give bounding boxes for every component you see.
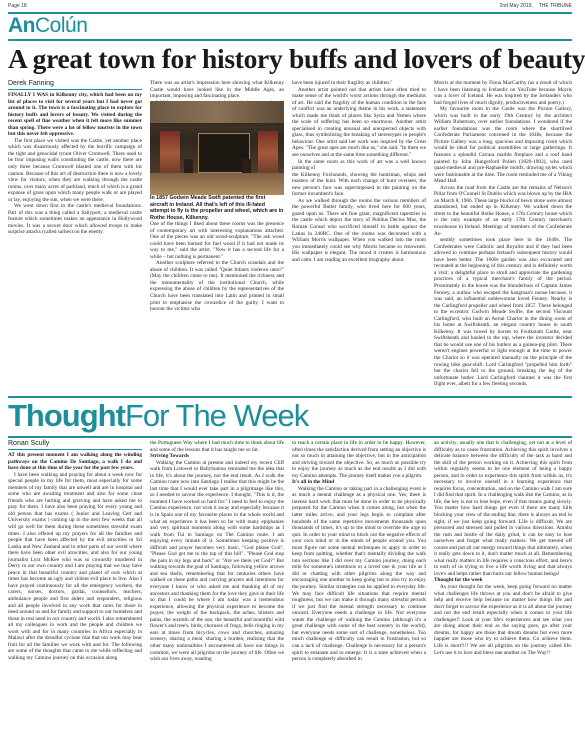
thought-logo-part1: Thought [8, 398, 125, 433]
section-logo-part2: Colún [35, 14, 88, 37]
photo-chair [242, 159, 251, 173]
paragraph: As your thought for the week, keep going forward no matter what challenges life throws at you and don't be afraid to give help and receive help because no matter how things life and don't forget to savour the experience as it is all about the journey and not the end result especially when it comes to your life challenges!! Look at your life's experiences and see what you are doing about their end as the saying goes, go after your dreams, for happy are those that dream dreams but even more happier are those who try to achieve them. Go achieve them. Life is short!!!! We are all pilgrims on the journey called life. Let's use it to love and bless one another on The Way!! [434, 584, 572, 656]
thought-column-1 [8, 452, 142, 729]
subheading: Striving Towards [150, 453, 190, 460]
photo-ceiling [150, 101, 284, 123]
paragraph: the Kilkenny Foxhounds, showing the huntsman, whips and masters of the hunt. With each change of hunt overseer, the new person's face was superimposed in the painting on the former incumbent's face. [292, 171, 426, 198]
header-rule [8, 12, 572, 14]
thought-column-2 [150, 440, 284, 729]
paragraph: I have been walking and praying for about a week now for special people in my life for them, most especially for some members of my family that are unwell and are in hospital and some who are awaiting treatment and also for some close friends who are hurting and grieving and have asked me to pray for them. I have also been praying for every young and old person that has exams ( Junior and Leaving Cert and University exams ) coming up in the next few weeks that all will go well for them during these sometimes stressful exam times. I also offered up my prayers for all the families and people that have been affected by the evil atrocities in Sri Lanka and New Zealand and in other parts of our world where there have been other evil atrocities, and also for our young journalist Lyra McKee who was so cowardly murdered in Derry in our own country and I am praying that we may have peace in that beautiful country and planet of ours which at times has become an ugly and violent evil place to live. Also I have prayed continuously for all the emergency workers, the carers, nurses, doctors, gardai, counsellors, teachers, ambulance people and first aiders and responders, religious and all people involved in any work that cares for those in need around us and for family and support to our homeless and those in real need in our country and world. I also remembered all my colleagues in work and the people and children we work with and for in many countries in Africa especially in Malawi after the dreadful cyclone Idai that our work may bear fruit for all the families we work with and for. The following are some of the thoughts that came to me while reflecting and walking my Camino journey on this occasion along [8, 471, 142, 661]
photo-beam [150, 123, 284, 126]
paragraph: AT this present moment I am walking along the winding pathways on the Camino De Santiago, a walk I do and have done at this time of the year for the past few years. [8, 452, 142, 472]
paragraph: One of the things I liked about these rooms was the presence of contemporary art with interesting explanations attached. One of the pieces was an old wood-sculpture. "The ash wood could have been burned for fuel wood if it had not made its way to me," said the artist. "Now it has a second life for a while – but nothing is permanent." [150, 221, 284, 260]
paragraph: have been injured in their fragility as children." [292, 80, 393, 86]
paragraph: There was an artist's impression here showing what Kilkenny Castle would have looked like in the Middle Ages, an important, imposing and fascinating place. [150, 80, 284, 100]
article-column-1 [8, 92, 142, 392]
paragraph: Another artist pointed out that artists have often tried to make sense of the world's worst actions through the mediums of art. He said the fragility of the human condition in the face of conflict was an underlying theme in his work, a statement which made me think of places like Syria and Yemen where the scale of suffering has been so enormous. Another artist specialised in creating unusual and unexpected objects with glass, thus symbolising the breaking of stereotypes in people's behaviour. One artist said her work was inspired by the Great Apes. "The great apes are much like us," she said. "In them we see ourselves and at the same time something different." [292, 86, 426, 159]
rothe-house-photo [150, 101, 284, 195]
paragraph: The first place we visited was the Castle, yet another place which was disastrously affected by the horrific campaign of the tight and genocidal tyrant Oliver Cromwell. There used to be four imposing walls constituting the castle, now there are only three because Cromwell blasted one of them with his cannon. Because of this act of destruction there is now a lovely view for visitors, when they are walking through the castle rooms, over many acres of parkland, much of which is a grand expanse of grass upon which many people walk or are played or lay, enjoying the sun, when we were there. [8, 137, 142, 203]
thought-rule [8, 436, 572, 438]
paragraph: As we walked through the rooms the various members of the powerful Butler family, who lived here for 600 years, gazed upon us. There are fine giant, magnificent tapestries in the castle which depict the story of Publius Decius Mus, the Roman Consul who sacrificed himself in battle against the Latins in 340BC. One of the rooms was decorated with a William Morris wallpaper. When you walked into the room you immediately could see why Morris became so renowned. His wallpaper is elegant. The mood it creates is harmonious and calm. I am reading an excellent biography about [292, 197, 426, 263]
paragraph: Walking the Camino at present and indeed my recent Cliff walk from Listowel to Ballybunion reminded me the idea that in life, it's about the journey, not the end result. As I walk the Camino route now into Santiago I realise that this might be the last time that I would ever take part in a pilgrimage like this, so I needed to savour the experience. I thought, "This is it, the moment I have worked so hard for." I need to feel to enjoy the Camino experience, not wish it away and especially because it is in Spain one of my favourite places in the whole world and what an experience it has been so far with many epiphanies and very spiritual moments along with some hardships as I walk from Tui to Santiago on The Camino route. I am enjoying every minute of it. Sometimes keeping positive is difficult and prayer becomes very basic, "God please God", "Please God get me to the top of this hill", "Please God stop the pain in my legs and back" or "Are we there yet God?" But walking towards the goal of Santiago, following yellow arrows and sea shells, remembering that for centuries others have walked on these paths and carrying prayers and intentions for everyone I know or who asked me and thanking all of my ancestors and thanking them for the love they gave in their life so that I could be where I am today was a tremendous experience, allowing the physical experience to become the prayer, the weight of the backpack, the aches, blisters and pains, the warmth of the sun, the beautiful and bountiful wild flower's and tree's, birds, choruses of frogs, bells ringing in my ears at times from bicycles, cows and churches, amazing scenery, sharing a meal, sharing a burden, realising that the other many nationalities I encountered all have our things in common, we were all pilgrims on the journey of life. Often we wish our lives away, wanting [150, 459, 284, 663]
article-column-2-bottom [150, 221, 284, 392]
publication-name: THE TRIBUNE [538, 3, 572, 9]
photo-caption: In 1857 Godwin Meade Swift patented the first aircraft in Ireland. All that's left of this ill-fated attempt to fly is the propeller and wheel, which are in Rothe House, Kilkenny. [150, 195, 284, 221]
section-logo-part1: An [8, 14, 35, 37]
thought-column-4 [434, 440, 572, 729]
paragraph: Morris at the moment by Fiona MacCarthy (as a result of which I have been listening to Icelandic on YouTube because Morris was a lover of Iceland. He was inspired by the Icelanders who had forged lives of much dignity, productiveness and poetry.) [434, 80, 572, 106]
section-logo [8, 15, 87, 37]
photo-tapestry-right [258, 131, 278, 175]
section-rule [8, 39, 572, 41]
paragraph: sembly sometimes took place here in the 1640s. The Confederates were Catholic and Royalist and if they had been allowed to continue perhaps Ireland's subsequent history would have been better. The 1600s garden was also excavated and recreated at the beginning of this century and is definitely worth a visit; a delightful place to stroll and appreciate the gardening practices of a typical merchant's family of the period. Prominently in the house was the blunderbuss of Captain James Fenney, a outlaw who escaped the hangman's noose because, it was said, an influential noblewoman loved Fenney. Nearby is the Carlingford propeller and wheel from 1857. These belonged to the eccentric Godwin Meade Swifte, the second Viscount Carlingford, who built an Aerial Chariot in the dining room of his home at Swiftsheath, an elegant country house in south Kilkenny. It was towed by horses to Foulkstath Castle, near Swiftsheath and hauled to the top, where the inventor decided that he would use one of his butlers as a guinea-pig pilot. There weren't engines powerful or light enough at the time to power the Chariot so it was operated manually on the principle of the rowing bike gear-shift. Lord Carlingford "propelled him forth" but the chariot fell to the ground, breaking the leg of the unfortunate butler. Lord Carlingford claimed it was the first flight ever, albeit for a few fleeting seconds. [434, 237, 572, 388]
thought-column-3 [292, 440, 426, 729]
paragraph: In the same room as this work of art was a well known painting of [292, 158, 426, 172]
subheading: It's all in the Mind [292, 479, 335, 486]
thought-byline: Ronan Scully [8, 440, 142, 450]
article-column-4 [292, 80, 426, 392]
page-number: Page 18 [8, 3, 27, 9]
article-headline: A great town for history buffs and lovers of beauty [8, 43, 585, 74]
article-byline: Derek Fanning [8, 80, 142, 90]
paragraph: Another sculpture referred to the Church scandals and the abuse of children. It was called "Quiet Infants violence unto?" (May the children come to me). It mentioned the richness and the monumentality of the institutional Church, while expressing the abuse of children by the representatives of the Church have been translated into Latin and printed in small print to emphasise the cowardice of the guilty. I want to honour the victims who [150, 260, 284, 313]
article-column-5 [434, 80, 572, 392]
paragraph: Across the road from the Castle are the remains of Nelson's Pillar from O'Connell St Dublin which was blown up by the IRA on March 8, 1966. These large blocks of hewn stone were almost abandoned, but ended up in Kilkenny. We walked down the street to the beautiful Rothe House, a 17th Century house which is the only example of an early 17th Century merchant's townhouse in Ireland. Meetings of members of the Confederate As- [434, 184, 572, 237]
paragraph: FINALLY I WAS in Kilkenny city, which had been on my list of places to visit for several years but I had never got around to it. The town is a fascinating place to explore for history buffs and lovers of beauty. We visited during the recent spell of fine weather when it felt more like summer than spring. There were a lot of fellow tourists in the town but this never felt oppressive. [8, 92, 142, 138]
article-column-2-top [150, 80, 284, 101]
subheading: Thought for the week [434, 577, 483, 584]
thought-logo-part2: For The Week [124, 398, 309, 433]
photo-floor [150, 173, 284, 195]
photo-tapestry-left [160, 131, 180, 175]
issue-date: 2nd May 2019, [499, 3, 533, 9]
paragraph: to reach a certain place in life in order to be happy. However, often times the satisfaction derived from setting an objective is not so much in attaining the objective, but in the anticipation and striving toward the objective. So, as much as possible try to enjoy the journey as much as the end results as I did with my Camino attempts. The journey itself makes you a pilgrim. [292, 440, 426, 479]
paragraph: My favourite room in the Castle was the Picture Gallery, which was built in the early 19th Century by the architect William Robertson, over earlier foundations. I wondered if the earlier foundations was the room where the shortlived Confederate Parliament convened in the 1640s, because the Picture Gallery was a long, spacious and imposing room which would be ideal for political assemblies or large gatherings. It features a splendid Carrara marble fireplace and a roof hand painted by John Hungerford Pollen (1820-1902), who used quasi-medieval and pre-Raphaelite motifs, drawing styles which were fashionable at the time. The room reminded me of a Viking Mead Hall. [434, 106, 572, 185]
article-column-6 [434, 237, 572, 388]
paragraph: We went down first to the castle's medieval foundations. Part of this was a thing called a Sallyport, a medieval castle feature which sometimes makes an appearance in Hollywood movies. It was a secure door which allowed troops to make surprise attacks (called sallies) on the enemy. [8, 203, 142, 236]
paragraph: Walking the Camino or taking part in a challenging event is as much a mental challenge as a physical one. Yes, there is intense hard work that must be done in order to be physically prepared for the Camino when it comes along, but when the latter miles arrive, and your legs begin to complain after hundreds of the same repetitive movements thousands upon thousands of times, it's up to the mind to override the urge to quit. In order to your mind to block out the negative effects of your own mind or in the minds of people around you. You must figure out some mental techniques to apply in order to keep from quitting, whether that's mentally dividing the walk into sections like I did over my Camino journey, doing each mile for someone's intentions or a loved one in your life as I did or chatting with other pilgrims along the way and encouraging one another to keep going but to also try to enjoy the journey. Similar strategies can be applied to everyday life. We may face difficult life situations that require mental toughness, but we can make it through many stressful periods if we just find the mental strength necessary to continue onward. Everyone needs a challenge in life. Not everyone wants the challenge of walking the Camino (although it's a great challenge with some of the best scenery in the world), but everyone needs some sort of challenge, nonetheless. Too much challenge or difficulty can result in frustration, but so can a lack of challenge. Challenge is necessary for a person's spirit to emanate and to emerge. It is a state achieved when a person is completely absorbed in [292, 485, 426, 663]
paragraph: an activity, usually one that is challenging, yet not at a level of difficulty as to cause frustration. Achieving this spirit involves a delicate balance between the difficulty of the task at hand and the skill of the person working on it. Achieving this spirit from within regularly seems to be one element of being a happy person, and in order to experience this spirit from within us, it's necessary to involve oneself in a learning experience that requires focus, concentration, and on the Camino walk I am sure I did find that spirit. In a challenging walk like the Camino, as in life, the key is not to lose hope, even if that means going slowly. You matter how hard things get even if there are many hills blocking your view of the ending line, there is always an end in sight, if we just keep going forward. Life is difficult. We are pressured and stressed and pulled in various directions. Amidst the rush and hustle of the daily grind, it can be easy to lose ourselves and forget what really matters. We get steered off course and put all our energy toward things that ultimately, when it really gets down to it, don't matter much at all. Remembering what really matters in life requires a conscious effort, and here's to each of us trying to live a life worth living and that always love's and helps rather than hurts our fellow human beings! [434, 440, 572, 577]
article-column-3 [292, 80, 426, 172]
thought-logo [8, 400, 308, 432]
photo-chair [184, 159, 193, 173]
paragraph: the Portuguese Way where I had much time to think about life and some of the lessons that it has taught me so far. [150, 440, 284, 453]
